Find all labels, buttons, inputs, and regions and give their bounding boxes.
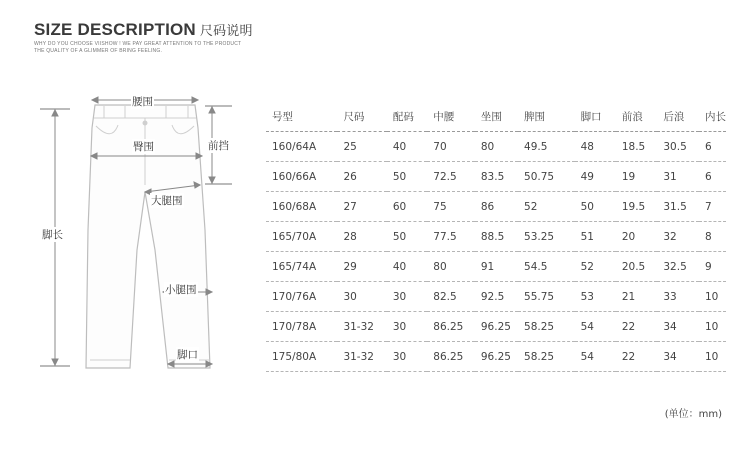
table-cell: 22 [616, 312, 658, 342]
waist-label: 腰围 [132, 96, 153, 108]
table-cell: 28 [337, 222, 386, 252]
header-cell: 坐围 [475, 102, 518, 132]
table-cell: 160/64A [266, 132, 337, 162]
table-cell: 25 [337, 132, 386, 162]
table-cell: 40 [387, 132, 427, 162]
table-cell: 49.5 [518, 132, 575, 162]
table-cell: 86.25 [427, 342, 475, 372]
table-cell: 160/66A [266, 162, 337, 192]
table-cell: 165/74A [266, 252, 337, 282]
table-cell: 30 [387, 312, 427, 342]
table-cell: 72.5 [427, 162, 475, 192]
table-cell: 29 [337, 252, 386, 282]
table-cell: 10 [699, 342, 726, 372]
table-cell: 91 [475, 252, 518, 282]
table-header-row [266, 102, 726, 132]
header-cell: 脚口 [575, 102, 616, 132]
table-cell: 50 [387, 162, 427, 192]
table-cell: 75 [427, 192, 475, 222]
table-row [266, 312, 726, 342]
table-cell: 165/70A [266, 222, 337, 252]
table-cell: 10 [699, 312, 726, 342]
pants-illustration [0, 0, 260, 454]
table-cell: 31.5 [657, 192, 699, 222]
table-cell: 31 [657, 162, 699, 192]
calf-label: 小腿围 [165, 284, 197, 296]
pants-measurement-diagram [0, 0, 260, 454]
hip-label: 臀围 [133, 141, 154, 153]
table-cell: 96.25 [475, 312, 518, 342]
table-cell: 52 [575, 252, 616, 282]
size-table [266, 102, 726, 372]
table-cell: 58.25 [518, 312, 575, 342]
header-subtitle-2: THE QUALITY OF A GLIMMER OF BRING FEELING. [34, 48, 163, 54]
table-cell: 50 [575, 192, 616, 222]
table-cell: 50 [387, 222, 427, 252]
table-cell: 8 [699, 222, 726, 252]
header-cell: 内长 [699, 102, 726, 132]
table-cell: 22 [616, 342, 658, 372]
table-cell: 86.25 [427, 312, 475, 342]
table-cell: 80 [427, 252, 475, 282]
table-cell: 33 [657, 282, 699, 312]
table-cell: 53.25 [518, 222, 575, 252]
table-cell: 26 [337, 162, 386, 192]
header-cell: 前浪 [616, 102, 658, 132]
table-row [266, 342, 726, 372]
table-cell: 83.5 [475, 162, 518, 192]
table-cell: 9 [699, 252, 726, 282]
table-cell: 51 [575, 222, 616, 252]
table-cell: 31-32 [337, 342, 386, 372]
table-cell: 88.5 [475, 222, 518, 252]
table-cell: 30 [387, 282, 427, 312]
header-subtitle-1: WHY DO YOU CHOOSE VIISHOW ! WE PAY GREAT ATTENTION TO THE PRODUCT [34, 41, 242, 47]
table-cell: 27 [337, 192, 386, 222]
table-cell: 175/80A [266, 342, 337, 372]
table-cell: 54 [575, 312, 616, 342]
table-cell: 31-32 [337, 312, 386, 342]
thigh-label: 大腿围 [151, 195, 183, 207]
size-description-title-cn: 尺码说明 [199, 24, 253, 39]
table-cell: 82.5 [427, 282, 475, 312]
table-cell: 49 [575, 162, 616, 192]
table-cell: 96.25 [475, 342, 518, 372]
table-cell: 6 [699, 162, 726, 192]
front-rise-label: 前挡 [208, 140, 229, 152]
table-cell: 77.5 [427, 222, 475, 252]
table-cell: 6 [699, 132, 726, 162]
table-cell: 80 [475, 132, 518, 162]
header-cell: 中腰 [427, 102, 475, 132]
header-cell: 后浪 [657, 102, 699, 132]
button-icon [143, 121, 148, 126]
table-row [266, 192, 726, 222]
table-cell: 10 [699, 282, 726, 312]
header-cell: 尺码 [337, 102, 386, 132]
table-cell: 34 [657, 342, 699, 372]
table-row [266, 222, 726, 252]
table-cell: 170/76A [266, 282, 337, 312]
table-cell: 52 [518, 192, 575, 222]
table-row [266, 132, 726, 162]
table-cell: 34 [657, 312, 699, 342]
table-cell: 60 [387, 192, 427, 222]
header-cell: 配码 [387, 102, 427, 132]
table-row [266, 282, 726, 312]
table-cell: 170/78A [266, 312, 337, 342]
table-cell: 70 [427, 132, 475, 162]
table-row [266, 252, 726, 282]
table-cell: 55.75 [518, 282, 575, 312]
table-cell: 32.5 [657, 252, 699, 282]
table-cell: 48 [575, 132, 616, 162]
table-cell: 160/68A [266, 192, 337, 222]
table-cell: 54 [575, 342, 616, 372]
table-cell: 50.75 [518, 162, 575, 192]
header-cell: 号型 [266, 102, 337, 132]
table-cell: 92.5 [475, 282, 518, 312]
table-row [266, 162, 726, 192]
table-cell: 53 [575, 282, 616, 312]
table-cell: 32 [657, 222, 699, 252]
table-cell: 30.5 [657, 132, 699, 162]
hem-label: 脚口 [177, 349, 198, 361]
table-cell: 7 [699, 192, 726, 222]
header-cell: 脾围 [518, 102, 575, 132]
table-cell: 54.5 [518, 252, 575, 282]
table-cell: 30 [387, 342, 427, 372]
table-cell: 18.5 [616, 132, 658, 162]
unit-note: (单位：mm) [664, 409, 722, 420]
table-cell: 20.5 [616, 252, 658, 282]
table-cell: 21 [616, 282, 658, 312]
table-cell: 40 [387, 252, 427, 282]
table-cell: 19 [616, 162, 658, 192]
table-cell: 86 [475, 192, 518, 222]
table-cell: 20 [616, 222, 658, 252]
size-description-title: SIZE DESCRIPTION 尺码说明 [34, 20, 253, 39]
table-cell: 58.25 [518, 342, 575, 372]
table-cell: 30 [337, 282, 386, 312]
table-cell: 19.5 [616, 192, 658, 222]
length-label: 脚长 [42, 229, 63, 241]
